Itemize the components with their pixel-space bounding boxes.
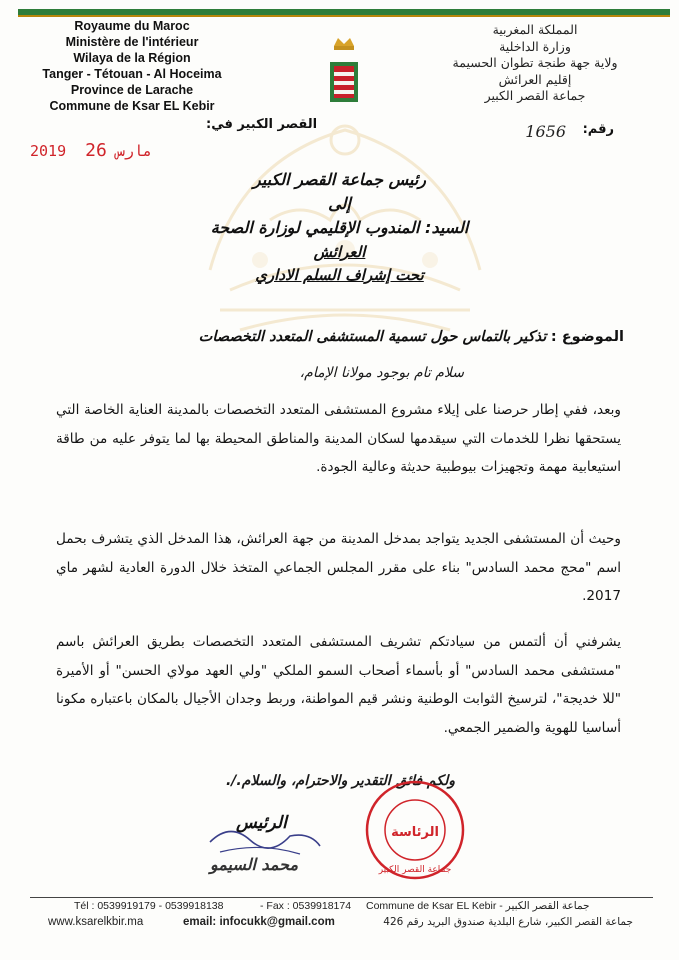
- header-fr-line5: Province de Larache: [70, 83, 194, 97]
- footer-fax: - Fax : 0539918174: [260, 900, 352, 912]
- sender-title: رئيس جماعة القصر الكبير: [252, 170, 426, 189]
- header-fr-line6: Commune de Ksar EL Kebir: [49, 99, 215, 113]
- footer-commune: Commune de Ksar EL Kebir - جماعة القصر الكبير: [366, 900, 590, 912]
- to-word: إلى: [328, 194, 351, 213]
- footer-tel: Tél : 0539919179 - 0539918138: [74, 900, 224, 912]
- header-ar-line2: وزارة الداخلية: [499, 38, 571, 54]
- date-day: 26: [85, 140, 107, 161]
- official-stamp-icon: [363, 778, 468, 883]
- footer-email[interactable]: infocukk@gmail.com: [219, 916, 335, 928]
- header-arabic: [435, 22, 635, 105]
- footer-email-label: email:: [183, 916, 217, 928]
- signatory-name: محمد السيمو: [210, 855, 299, 874]
- subject-value: تذكير بالتماس حول تسمية المستشفى المتعدد التخصصات: [198, 329, 547, 345]
- header-ar-line1: المملكة المغربية: [492, 22, 578, 37]
- header-french: [22, 18, 242, 114]
- date-stamp: [30, 140, 152, 161]
- via-hierarchy: تحت إشراف السلم الاداري: [255, 266, 424, 284]
- paragraph-1: وبعد، ففي إطار حرصنا على إيلاء مشروع المستشفى المتعدد التخصصات بالمدينة العناية الخاصة التي يستحقها نظرا للخدمات التي سيقدمها لسكان المدينة والمناطق المحيطة بها لما يتوفر عليه من طاقة استيعابية مهمة وتجهيزات بيوطبية حديثة وعالية الجودة.: [56, 402, 621, 475]
- date-year: 2019: [30, 142, 67, 160]
- header-fr-line4: Tanger - Tétouan - Al Hoceima: [42, 67, 222, 81]
- reference-label: رقم:: [582, 122, 614, 137]
- header-fr-line1: Royaume du Maroc: [74, 19, 190, 33]
- header-ar-line3: ولاية جهة طنجة تطوان الحسيمة: [452, 55, 618, 70]
- footer-email-block: [183, 916, 335, 928]
- signature-title: الرئيس: [236, 813, 287, 833]
- recipient-city: العرائش: [313, 243, 366, 261]
- stamp-ring-text: جماعة القصر الكبير: [378, 865, 452, 875]
- paragraph-3: يشرفني أن ألتمس من سيادتكم تشريف المستشفى المتعدد التخصصات بطريق العرائش باسم "مستشفى محمد السادس" أو بأسماء أصحاب السمو الملكي "ولي العهد مولاي الحسن" أو الأميرة "للا خديجة"، لترسيخ الثوابت الوطنية ونشر قيم المواطنة، وربط وجدان الأجيال بالمكان باعتباره مكونا أساسيا للهوية والضمير الجمعي.: [56, 634, 621, 736]
- stamp-inner-text: الرئاسة: [391, 825, 439, 840]
- greeting: سلام تام بوجود مولانا الإمام،: [299, 365, 464, 381]
- header-ar-line5: جماعة القصر الكبير: [484, 88, 586, 103]
- paragraph-2: وحيث أن المستشفى الجديد يتواجد بمدخل المدينة من جهة العرائش، هذا المدخل الذي يتشرف بحمل اسم "محج محمد السادس" بناء على مقرر المجلس الجماعي المتخذ خلال الدورة العادية لشهر ماي 2017.: [56, 531, 621, 604]
- recipient: السيد: المندوب الإقليمي لوزارة الصحة: [210, 218, 469, 237]
- subject-line: [199, 329, 624, 345]
- closing-formula: ولكم فائق التقدير والاحترام، والسلام./.: [225, 773, 455, 789]
- coat-of-arms-icon: [322, 34, 366, 114]
- footer-address-ar: جماعة القصر الكبير، شارع البلدية صندوق البريد رقم 426: [383, 916, 633, 928]
- footer-divider: [30, 897, 653, 898]
- header-fr-line3: Wilaya de la Région: [73, 51, 191, 65]
- place-date-label: القصر الكبير في:: [206, 117, 318, 132]
- subject-label: الموضوع :: [550, 329, 624, 345]
- footer-website[interactable]: www.ksarelkbir.ma: [48, 916, 144, 928]
- date-month: مارس: [115, 142, 152, 160]
- header-fr-line2: Ministère de l'intérieur: [65, 35, 199, 49]
- reference-number: 1656: [525, 122, 566, 141]
- header-gold-line: [18, 15, 670, 17]
- header-ar-line4: إقليم العرائش: [498, 71, 572, 87]
